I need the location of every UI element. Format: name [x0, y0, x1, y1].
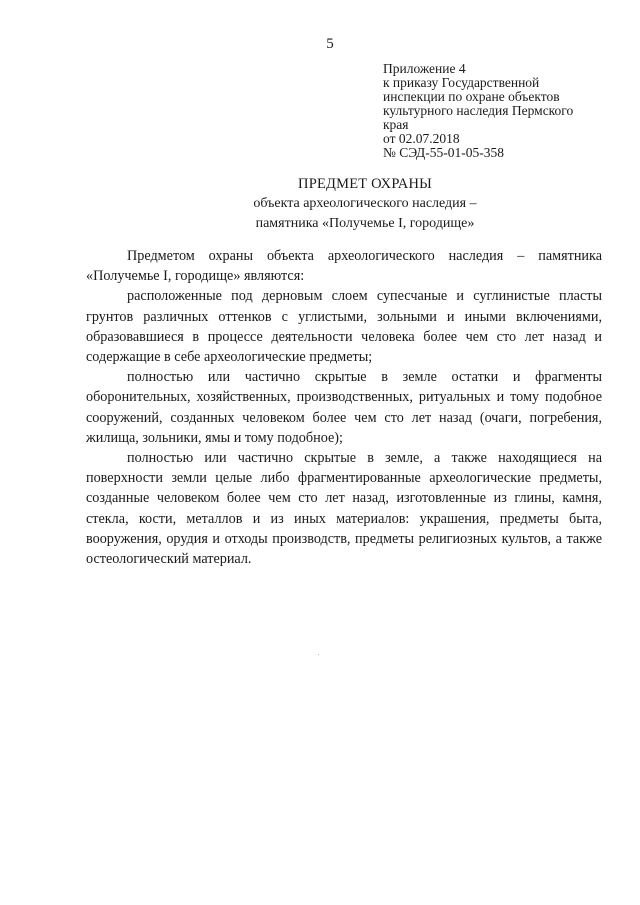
- body-paragraph: расположенные под дерновым слоем супесчаные и суглинистые пласты грунтов различных оттенков с углистыми, зольными и иными включениями, образовавшиеся в процессе деятельности человека более чем сто лет назад и содержащие в себе археологические предметы;: [86, 288, 602, 366]
- scan-speck: [318, 654, 319, 655]
- body-paragraph: полностью или частично скрытые в земле остатки и фрагменты оборонительных, хозяйственных, производственных, ритуальных и тому подобное сооружений, созданных человеком более чем сто лет назад (очаги, погребения, жилища, зольники, ямы и тому подобное);: [86, 369, 602, 446]
- document-subtitle-line-2: памятника «Получемье I, городище»: [255, 216, 475, 231]
- appendix-line: № СЭД-55-01-05-358: [383, 145, 504, 160]
- appendix-line: культурного наследия Пермского: [383, 103, 574, 118]
- body-paragraph: Предметом охраны объекта археологического наследия – памятника «Получемье I, городище» являются:: [86, 248, 602, 285]
- appendix-line: Приложение 4: [383, 61, 466, 76]
- document-subtitle-line-1: объекта археологического наследия –: [253, 196, 477, 211]
- document-title: ПРЕДМЕТ ОХРАНЫ: [298, 176, 432, 192]
- appendix-block: [383, 62, 583, 160]
- title-block: [45, 174, 640, 234]
- body-paragraph: полностью или частично скрытые в земле, а также находящиеся на поверхности земли целые либо фрагментированные археологические предметы, созданные человеком более чем сто лет назад, изготовленные из глины, камня, стекла, кости, металлов и из иных материалов: украшения, предметы быта, вооружения, орудия и отходы производств, предметы религиозных культов, а также остеологический материал.: [86, 450, 602, 568]
- appendix-line: края: [383, 117, 409, 132]
- appendix-line: инспекции по охране объектов: [383, 89, 560, 104]
- page-number: 5: [326, 36, 334, 52]
- appendix-line: от 02.07.2018: [383, 131, 460, 146]
- body-text: [86, 246, 602, 569]
- appendix-line: к приказу Государственной: [383, 75, 540, 90]
